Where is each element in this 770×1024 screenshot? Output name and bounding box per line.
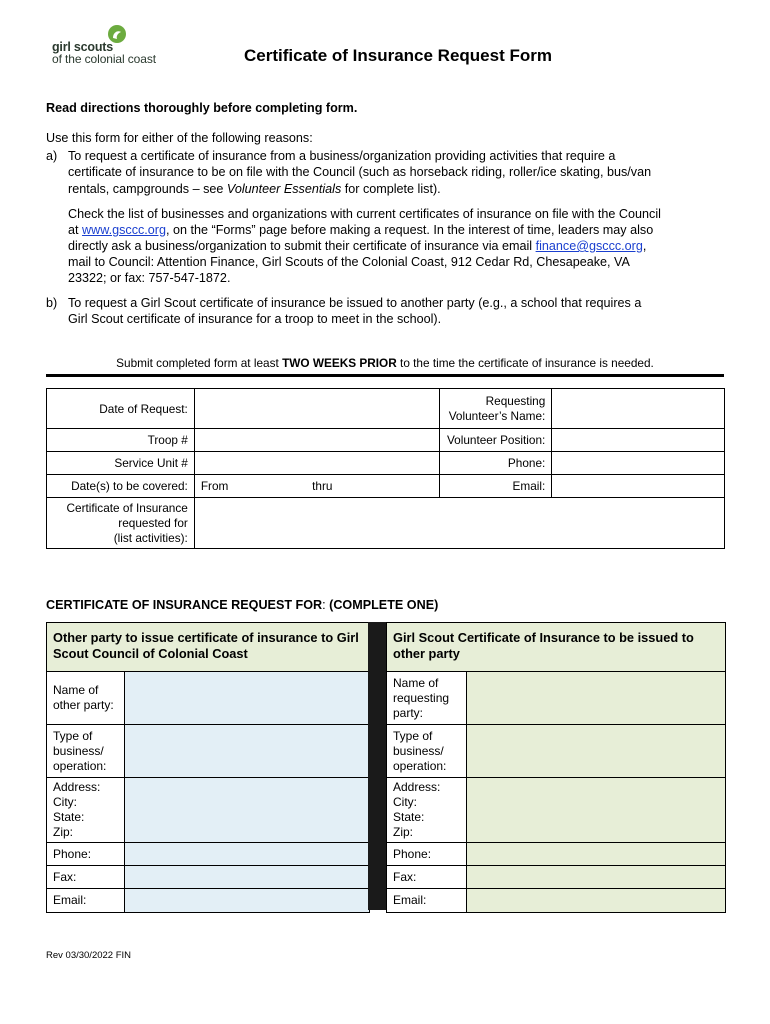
request-info-table (46, 388, 725, 549)
check-line-3-pre: directly ask a business/organization to submit their certificate of insurance via email (68, 239, 536, 253)
other-party-email-row (47, 889, 369, 912)
girl-scout-coi-box-header: Girl Scout Certificate of Insurance to be issued to other party (387, 623, 725, 672)
logo-text-girl-scouts: girl scouts (52, 40, 114, 54)
page-title: Certificate of Insurance Request Form (244, 46, 552, 65)
reason-b-line-2: Girl Scout certificate of insurance for a troop to meet in the school). (68, 312, 442, 326)
other-party-name-field[interactable] (125, 672, 369, 724)
troop-label: Troop # (47, 429, 195, 452)
check-line-2-pre: at (68, 223, 83, 237)
other-party-email-label: Email: (47, 889, 125, 912)
other-party-name-row (47, 672, 369, 725)
submit-post: to the time the certificate of insurance is needed. (396, 356, 654, 370)
phone-field[interactable] (552, 452, 725, 475)
requesting-party-address-label: Address: City: State: Zip: (387, 778, 467, 842)
check-line-3 (68, 238, 728, 254)
phone-label: Phone: (440, 452, 552, 475)
complete-one-note: (COMPLETE ONE) (329, 598, 439, 612)
check-line-2-post: , on the “Forms” page before making a request. In the interest of time, leaders may also (166, 223, 654, 237)
coi-activities-label (47, 498, 195, 549)
reason-b-marker: b) (46, 296, 58, 310)
other-party-type-field[interactable] (125, 725, 369, 777)
requesting-party-name-label: Name of requesting party: (387, 672, 467, 724)
coi-activities-field[interactable] (194, 498, 724, 549)
request-for-colon: : (322, 598, 330, 612)
check-line-3-post: , (642, 239, 647, 253)
reason-a-line-3 (68, 181, 728, 197)
requesting-party-address-row (387, 778, 725, 843)
requesting-party-fax-row (387, 866, 725, 889)
email-field[interactable] (552, 475, 725, 498)
requesting-volunteer-label (440, 389, 552, 429)
submit-pre: Submit completed form at least (116, 356, 283, 370)
check-line-4: mail to Council: Attention Finance, Girl Scouts of the Colonial Coast, 912 Cedar Rd, Chesapeake, VA (68, 255, 630, 269)
date-thru-field[interactable] (312, 475, 440, 498)
requesting-party-name-field[interactable] (467, 672, 725, 724)
coi-activities-label-line2: requested for (118, 515, 188, 530)
coi-activities-label-line3: (list activities): (113, 530, 188, 545)
reasons-lead: Use this form for either of the following reasons: (46, 131, 313, 145)
volunteer-position-field[interactable] (552, 429, 725, 452)
submit-instructions (0, 356, 770, 370)
other-party-box-header: Other party to issue certificate of insurance to Girl Scout Council of Colonial Coast (47, 623, 369, 672)
requesting-party-email-label: Email: (387, 889, 467, 912)
volunteer-essentials-title: Volunteer Essentials (226, 182, 342, 196)
volunteer-position-label: Volunteer Position: (440, 429, 552, 452)
logo-text-colonial-coast: of the colonial coast (52, 52, 156, 66)
dates-covered-label: Date(s) to be covered: (47, 475, 195, 498)
check-line-1: Check the list of businesses and organizations with current certificates of insurance on file with the Council (68, 207, 661, 221)
other-party-type-row (47, 725, 369, 778)
from-label: From (200, 479, 229, 493)
finance-email-link[interactable]: finance@gsccc.org (535, 239, 643, 253)
requesting-party-type-field[interactable] (467, 725, 725, 777)
service-unit-field[interactable] (194, 452, 440, 475)
girl-scout-coi-box (386, 622, 726, 913)
other-party-fax-field[interactable] (125, 866, 369, 888)
requesting-volunteer-field[interactable] (552, 389, 725, 429)
date-from-field[interactable] (194, 475, 312, 498)
requesting-party-address-field[interactable] (467, 778, 725, 842)
reason-b-line-1: To request a Girl Scout certificate of insurance be issued to another party (e.g., a school that requires a (68, 296, 642, 310)
other-party-phone-label: Phone: (47, 843, 125, 865)
other-party-fax-label: Fax: (47, 866, 125, 888)
directions-text: Read directions thoroughly before completing form. (46, 101, 358, 115)
column-separator (368, 622, 386, 910)
other-party-name-label: Name of other party: (47, 672, 125, 724)
requesting-party-type-label: Type of business/ operation: (387, 725, 467, 777)
divider-rule (46, 374, 724, 377)
reason-a-line-1: To request a certificate of insurance from a business/organization providing activities that require a (68, 149, 616, 163)
other-party-email-field[interactable] (125, 889, 369, 912)
requesting-volunteer-label-line1: Requesting (485, 393, 546, 408)
requesting-volunteer-label-line2: Volunteer’s Name: (448, 408, 546, 423)
thru-label: thru (312, 479, 333, 493)
requesting-party-phone-row (387, 843, 725, 866)
date-of-request-label: Date of Request: (47, 389, 195, 429)
other-party-address-label: Address: City: State: Zip: (47, 778, 125, 842)
date-of-request-field[interactable] (194, 389, 440, 429)
reason-a-line-3-pre: rentals, campgrounds – see (68, 182, 227, 196)
service-unit-label: Service Unit # (47, 452, 195, 475)
submit-deadline: TWO WEEKS PRIOR (282, 356, 397, 370)
requesting-party-fax-field[interactable] (467, 866, 725, 888)
requesting-party-fax-label: Fax: (387, 866, 467, 888)
check-line-5: 23322; or fax: 757-547-1872. (68, 271, 231, 285)
reason-a-marker: a) (46, 149, 58, 163)
check-line-2 (68, 222, 728, 238)
reason-a-line-3-post: for complete list). (341, 182, 441, 196)
requesting-party-phone-label: Phone: (387, 843, 467, 865)
gsccc-website-link[interactable]: www.gsccc.org (82, 223, 166, 237)
other-party-type-label: Type of business/ operation: (47, 725, 125, 777)
requesting-party-email-row (387, 889, 725, 912)
other-party-phone-row (47, 843, 369, 866)
other-party-box (46, 622, 370, 913)
requesting-party-type-row (387, 725, 725, 778)
other-party-fax-row (47, 866, 369, 889)
other-party-address-field[interactable] (125, 778, 369, 842)
other-party-phone-field[interactable] (125, 843, 369, 865)
troop-field[interactable] (194, 429, 440, 452)
request-for-heading-text: CERTIFICATE OF INSURANCE REQUEST FOR (46, 598, 323, 612)
other-party-address-row (47, 778, 369, 843)
request-for-heading (46, 598, 438, 612)
requesting-party-name-row (387, 672, 725, 725)
requesting-party-phone-field[interactable] (467, 843, 725, 865)
email-label: Email: (440, 475, 552, 498)
requesting-party-email-field[interactable] (467, 889, 725, 912)
revision-footer: Rev 03/30/2022 FIN (46, 950, 132, 961)
reason-a-line-2: certificate of insurance to be on file with the Council (such as horseback riding, roller/ice skating, bus/van (68, 165, 652, 179)
coi-activities-label-line1: Certificate of Insurance (66, 500, 188, 515)
